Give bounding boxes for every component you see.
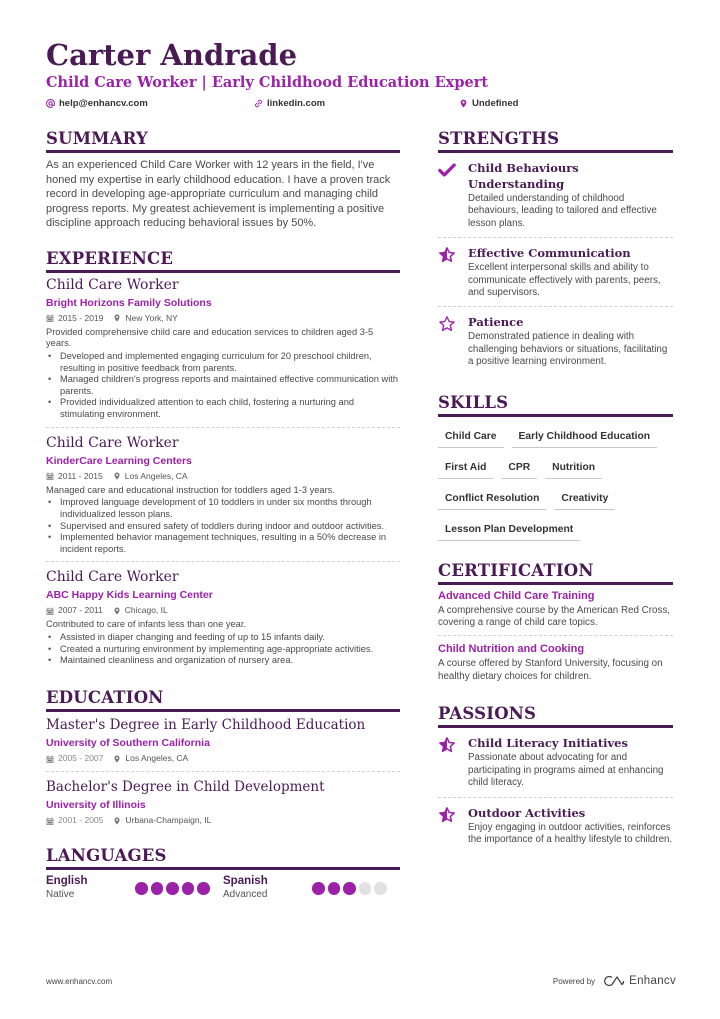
certification-title: Child Nutrition and Cooking [438, 643, 585, 656]
calendar-icon [46, 472, 54, 480]
job-bullets [46, 632, 400, 667]
contact-location [459, 98, 518, 109]
passions-section [438, 703, 673, 853]
half-star-icon [438, 246, 456, 264]
strength-description: Detailed understanding of childhood behaviours, leading to tailored and effective lesson plans. [468, 193, 657, 229]
experience-section [46, 248, 400, 674]
certification-description: A course offered by Stanford University, focusing on healthy dietary choices for children. [438, 658, 663, 682]
location-pin-icon [113, 314, 121, 322]
language-level: Native [46, 889, 75, 900]
job-role: Child Care Worker [46, 434, 179, 451]
experience-item [46, 434, 400, 563]
rating-dot-empty [359, 882, 372, 895]
job-bullets [46, 497, 400, 555]
strengths-section [438, 128, 673, 376]
passion-description: Enjoy engaging in outdoor activities, reinforces the importance of a healthy lifestyle to children. [468, 821, 673, 845]
brand-name: Enhancv [629, 975, 676, 987]
job-location: Los Angeles, CA [124, 470, 188, 481]
skill-tag: Nutrition [545, 457, 602, 479]
contact-email[interactable] [46, 98, 254, 109]
strength-item [438, 160, 673, 238]
job-bullet: • Managed children's progress reports and maintained effective communication with parents. [46, 374, 400, 397]
email-text: help@enhancv.com [59, 97, 148, 109]
job-bullet: • Provided individualized attention to each child, fostering a nurturing and stimulating environment. [46, 397, 400, 420]
rating-dot-filled [166, 882, 179, 895]
company-name: Bright Horizons Family Solutions [46, 296, 212, 309]
powered-by-label: Powered by [552, 976, 596, 986]
language-item [223, 874, 400, 901]
section-heading-passions: PASSIONS [438, 703, 673, 728]
language-rating [312, 882, 387, 895]
job-dates: 2007 - 2011 [58, 605, 103, 616]
certification-title: Advanced Child Care Training [438, 589, 595, 602]
job-description: Contributed to care of infants less than one year. [46, 619, 247, 630]
passion-title: Child Literacy Initiatives [468, 736, 628, 751]
left-column [46, 128, 400, 901]
skill-tag: Lesson Plan Development [438, 519, 580, 541]
school-name: University of Illinois [46, 799, 146, 811]
education-meta [46, 814, 400, 827]
job-bullet: • Developed and implemented engaging curriculum for 20 preschool children, resulting in positive feedback from parents. [46, 351, 400, 374]
calendar-icon [46, 607, 54, 615]
location-pin-icon [113, 472, 121, 480]
language-name: English [46, 875, 88, 887]
job-dates: 2011 - 2015 [58, 470, 103, 481]
job-bullet: • Created a nurturing environment by implementing age-appropriate activities. [46, 644, 400, 656]
brand-logo[interactable] [603, 975, 676, 987]
skill-tag: Early Childhood Education [512, 426, 658, 448]
education-location: Los Angeles, CA [125, 753, 189, 763]
language-name: Spanish [223, 875, 268, 887]
experience-item [46, 276, 400, 428]
rating-dot-filled [135, 882, 148, 895]
rating-dot-filled [312, 882, 325, 895]
rating-dot-filled [182, 882, 195, 895]
job-bullet: • Assisted in diaper changing and feeding of up to 15 infants daily. [46, 632, 400, 644]
job-description: Managed care and educational instruction for toddlers aged 1-3 years. [46, 484, 335, 495]
language-item [46, 874, 223, 901]
powered-by [553, 975, 676, 987]
skill-tag: CPR [501, 457, 537, 479]
resume-header [46, 38, 676, 110]
check-icon [438, 161, 456, 179]
calendar-icon [46, 817, 54, 825]
summary-section [46, 128, 400, 231]
strength-title: Child Behaviours Understanding [468, 161, 579, 191]
company-name: ABC Happy Kids Learning Center [46, 589, 213, 602]
company-name: KinderCare Learning Centers [46, 454, 192, 467]
education-dates: 2005 - 2007 [58, 753, 104, 763]
job-dates: 2015 - 2019 [58, 312, 104, 323]
rating-dot-filled [151, 882, 164, 895]
job-location: Chicago, IL [124, 605, 168, 616]
location-pin-icon [113, 817, 121, 825]
strength-title: Effective Communication [468, 246, 631, 261]
section-heading-summary: SUMMARY [46, 128, 400, 153]
half-star-icon [438, 806, 456, 824]
job-meta [46, 470, 400, 483]
location-pin-icon [459, 99, 468, 108]
job-bullet: • Implemented behavior management techniques, resulting in a 50% decrease in incident reports. [46, 532, 400, 555]
skill-tag: Creativity [554, 488, 615, 510]
skill-tag: First Aid [438, 457, 493, 479]
certification-section [438, 560, 673, 690]
passion-title: Outdoor Activities [468, 805, 586, 820]
school-name: University of Southern California [46, 737, 210, 749]
half-star-icon [438, 736, 456, 754]
rating-dot-filled [197, 882, 210, 895]
job-role: Child Care Worker [46, 276, 179, 293]
calendar-icon [46, 755, 54, 763]
passion-description: Passionate about advocating for and participating in programs aimed at enhancing child literacy. [468, 752, 664, 789]
skill-tag: Child Care [438, 426, 504, 448]
contact-row [46, 96, 676, 110]
education-item [46, 778, 400, 833]
education-dates: 2001 - 2005 [58, 815, 104, 825]
location-pin-icon [113, 607, 121, 615]
rating-dot-filled [343, 882, 356, 895]
strength-description: Excellent interpersonal skills and ability to communicate effectively with parents, peers, and supervisors. [468, 262, 661, 299]
candidate-name: Carter Andrade [46, 38, 298, 72]
experience-item [46, 568, 400, 673]
job-bullet: • Maintained cleanliness and organization of nursery area. [46, 655, 400, 667]
job-meta [46, 312, 400, 325]
footer-website-link[interactable]: www.enhancv.com [46, 976, 113, 986]
skill-tag: Conflict Resolution [438, 488, 546, 510]
strength-description: Demonstrated patience in dealing with challenging behaviors or situations, facilitating a positive learning environment. [468, 331, 668, 368]
link-icon [254, 99, 263, 108]
skills-section [438, 392, 673, 550]
job-bullets [46, 351, 400, 421]
education-meta [46, 752, 400, 765]
certification-item [438, 642, 673, 689]
section-heading-strengths: STRENGTHS [438, 128, 673, 153]
star-outline-icon [438, 315, 456, 333]
languages-section [46, 845, 400, 901]
section-heading-education: EDUCATION [46, 687, 400, 712]
degree-title: Master's Degree in Early Childhood Education [46, 717, 366, 733]
job-meta [46, 604, 400, 617]
location-pin-icon [113, 755, 121, 763]
summary-text: As an experienced Child Care Worker with 12 years in the field, I've honed my expertise in early childhood education. I have a proven track record in developing age-appropriate curriculum and managing child progress reports. My greatest achievement is implementing a positive discipline approach reducing behavioral issues by 50%. [46, 159, 391, 229]
section-heading-certification: CERTIFICATION [438, 560, 673, 585]
strength-item [438, 314, 673, 375]
contact-linkedin[interactable] [254, 98, 459, 109]
job-location: New York, NY [125, 312, 178, 323]
right-column [438, 128, 673, 860]
passion-item [438, 735, 673, 797]
linkedin-text: linkedin.com [267, 97, 326, 109]
location-text: Undefined [472, 97, 519, 109]
job-role: Child Care Worker [46, 569, 179, 586]
education-location: Urbana-Champaign, IL [125, 815, 212, 825]
language-level: Advanced [223, 889, 268, 900]
strength-item [438, 245, 673, 307]
language-rating [135, 882, 210, 895]
section-heading-languages: LANGUAGES [46, 845, 400, 870]
passion-item [438, 805, 673, 854]
calendar-icon [46, 314, 54, 322]
certification-item [438, 589, 673, 637]
footer [46, 975, 676, 987]
candidate-title: Child Care Worker | Early Childhood Education Expert [46, 74, 489, 91]
rating-dot-filled [328, 882, 341, 895]
skills-list [438, 422, 673, 550]
at-icon [46, 99, 55, 108]
job-bullet: • Improved language development of 10 toddlers in under six months through individualized lesson plans. [46, 497, 400, 520]
degree-title: Bachelor's Degree in Child Development [46, 779, 325, 795]
certification-description: A comprehensive course by the American Red Cross, covering a range of child care topics. [438, 604, 670, 629]
enhancv-logo-icon [603, 975, 625, 987]
strength-title: Patience [468, 315, 524, 330]
section-heading-experience: EXPERIENCE [46, 248, 400, 273]
job-description: Provided comprehensive child care and education services to children aged 3-5 years. [46, 326, 374, 349]
languages-row [46, 874, 400, 901]
section-heading-skills: SKILLS [438, 392, 673, 417]
rating-dot-empty [374, 882, 387, 895]
job-bullet: • Supervised and ensured safety of toddlers during indoor and outdoor activities. [46, 521, 400, 533]
education-item [46, 716, 400, 772]
education-section [46, 687, 400, 833]
